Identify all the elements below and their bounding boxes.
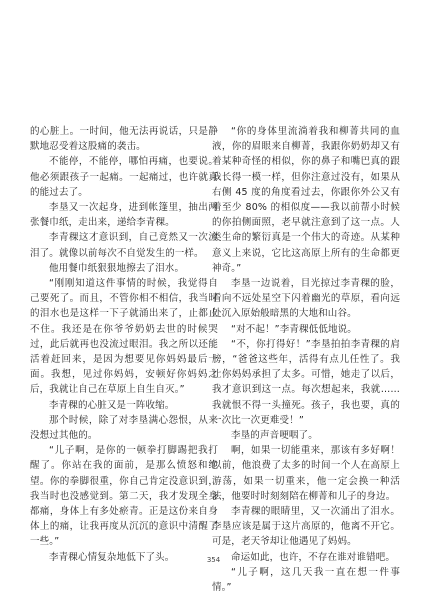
paragraph: 李青稞的心脏又是一阵收缩。 [49,399,175,411]
paragraph: 的心脏上。一时间，他无法再说话，只是静默地忍受着这股痛的袭击。 [30,126,218,153]
paragraph: 他用餐巾纸狠狠地擦去了泪水。 [49,262,185,274]
paragraph: 啊，如果一切能重来，那该有多好啊！以前，他浪费了太多的时间一个人在高原上游荡，如果一切重来，他一定会换一种活法，他要时时刻刻陪在柳菁和儿子的身边。 [212,445,400,502]
paragraph: “刚刚知道这件事情的时候，我觉得自己要死了。而且，不管你相不相信，我当时的泪水也是这样一下子就涌出来了，止都止不住。我还是在你爷爷奶奶去世的时候哭过，此后就再也没流过眼泪。我之所以还能活着赶回来，是因为想要见你妈妈最后一面。我想，见过你妈妈，安顿好你妈妈之后，我就让自己在草原上自生自灭。” [30,278,218,396]
left-column [30,124,218,565]
paragraph: 那个时候，除了对李垦满心怨恨，从来没想过其他的。 [30,414,218,442]
paragraph: “儿子啊，是你的一顿拳打脚踢把我打醒了。你站在我的面前，是那么愤怒和绝望。你的拳脚很重，你自己肯定没意识到，我当时也没感觉到。第二天，我才发现全身都痛，身体上有多处瘀青。正是这份来自身体上的痛，让我再度从沉沉的意识中清醒了一些。” [30,445,218,548]
paragraph: 李垦又一次起身，进到帐篷里，抽出两张餐巾纸，走出来，递给李青稞。 [30,202,218,229]
paragraph: “不，你打得好！”李垦拍拍李青稞的肩膀，“爸爸这些年，活得有点儿任性了。我让你妈妈承担了太多。可惜，她走了以后，我才意识到这一点。每次想起来，我就……我就恨不得一头撞死。孩子，我也要，真的一次比一次更难受！” [212,338,400,426]
paragraph: 李垦一边说着，目光掠过李青稞的脸，看向不远处星空下闪着幽光的草原，看向远处沉入原始般暗黑的大地和山谷。 [212,278,400,320]
paragraph: 李青稞心情复杂地低下了头。 [49,551,175,563]
paragraph: 李垦的声音哽咽了。 [231,430,318,442]
page-number: 354 [206,556,221,564]
paragraph: 李青稞的眼睛里，又一次涌出了泪水。李垦应该是属于这片高原的，他离不开它。可是，老天爷却让他遇见了妈妈。 [212,506,400,548]
paragraph: 李青稞这才意识到，自己竟然又一次流泪了。就像以前每次不自觉发生的一样。 [30,232,218,259]
paragraph: 命运如此，也许，不存在谁对谁错吧。 [231,551,396,563]
paragraph: 不能停，不能停，哪怕再痛，也要说。他必须跟孩子一起痛。一起痛过，也许就真的能过去了。 [30,156,218,198]
right-column [212,124,400,595]
paragraph: “儿子啊，这几天我一直在想一件事情。” [212,566,400,594]
paragraph: “你的身体里流淌着我和柳菁共同的血液，你的眉眼来自柳菁，我跟你奶奶却又有着某种奇怪的相似，你的鼻子和嘴巴真的跟我长得一模一样，但你注意过没有，如果从右侧 45 度的角度看过去，你跟你外公又有着至少 80% 的相似度——我以前帮小时候的你拍侧面照，老早就注意到了这一点。人类生命的繁衍真是一个伟大的奇迹。从某种意义上来说，它比这高原上所有的生命都更神奇。” [212,126,400,274]
paragraph: “对不起！”李青稞低低地说。 [231,323,357,335]
